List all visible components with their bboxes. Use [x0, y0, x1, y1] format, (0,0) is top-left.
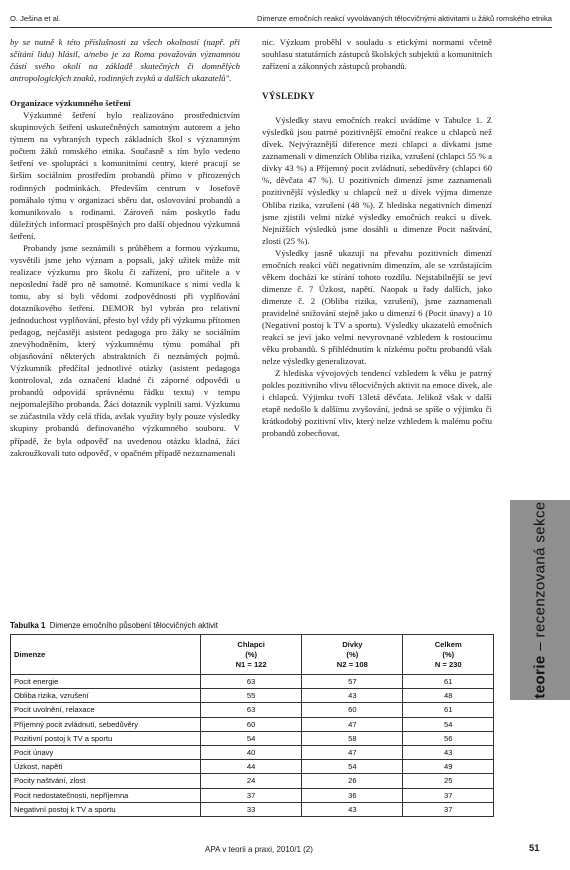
header-dimenze: Dimenze: [11, 635, 201, 675]
table-caption-label: Tabulka 1: [10, 621, 46, 630]
table-row: [11, 731, 494, 745]
cell-dimension: Obliba rizika, vzrušení: [11, 689, 201, 703]
cell-girls: 26: [302, 774, 403, 788]
cell-dimension: Pocity naštvání, zlost: [11, 774, 201, 788]
section-side-tab: [510, 500, 570, 700]
header-chlapci-unit: (%): [245, 649, 258, 659]
cell-dimension: Úzkost, napětí: [11, 760, 201, 774]
table-row: [11, 745, 494, 759]
header-chlapci-n: N1 = 122: [235, 659, 267, 669]
cell-dimension: Negativní postoj k TV a sportu: [11, 802, 201, 816]
footer-journal: APA v teorii a praxi, 2010/1 (2): [205, 845, 313, 854]
left-column: [10, 36, 240, 459]
header-authors: O. Ješina et al.: [10, 14, 61, 23]
cell-boys: 24: [201, 774, 302, 788]
cell-total: 25: [403, 774, 494, 788]
header-rule: [10, 27, 552, 28]
side-tab-dash: –: [531, 637, 549, 656]
italic-intro-paragraph: by se nutně k této příslušnosti za všech okolností (např. při sčítání lidu) hlásil, a/nebo je za Roma považován významnou částí svého okolí na základě skutečných či domnělých antropologických znaků, rodinných zvyků a dalších ukazatelů".: [10, 37, 240, 84]
table-row: [11, 802, 494, 816]
cell-boys: 60: [201, 717, 302, 731]
cell-dimension: Pocit nedostatečnosti, nepříjemna: [11, 788, 201, 802]
header-divky: [302, 635, 403, 675]
results-paragraph: Z hlediska vývojových tendencí vzhledem k věku je patrný pokles pozitivního vlivu tělocvičných aktivit na emoce dívek, ale i chlapců. Výjimku tvoří 13letá děvčata. Jelikož však v další etapě nedošlo k dalšímu zvyšování, jedná se spíše o výjimku či krátkodobý pozitivní vliv, který nelze vzhledem k malému počtu probandů zobecňovat.: [262, 368, 492, 439]
table-row: [11, 760, 494, 774]
header-celkem: [403, 635, 494, 675]
side-tab-label: [532, 501, 549, 698]
cell-boys: 44: [201, 760, 302, 774]
results-paragraph: Výsledky jasně ukazují na převahu pozitivních dimenzí emočních reakcí vůči negativním dimenzím, ale se vzrůstajícím věkem dochází ke stírání tohoto rozdílu. Nejstabilnější se jeví dimenze č. 7 Úzkost, napětí. Naopak u řady dalších, jako dimenze č. 2 (Obliba rizika, vzrušení), jsme zaznamenali pravidelné snižování stejně jako u dimenzí 6 (Pocit únavy) a 10 (Negativní postoj k TV a sportu). Výsledky ukazatelů emočních reakcí se jeví jako velmi nevyrovnané vzhledem k rostoucímu věku probandů. S přihlédnutím k nízkému počtu probandů však nelze výsledky generalizovat.: [262, 247, 492, 367]
cell-dimension: Pozitivní postoj k TV a sportu: [11, 731, 201, 745]
section-heading-organizace: Organizace výzkumného šetření: [10, 98, 131, 109]
table-row: [11, 675, 494, 689]
table-row: [11, 774, 494, 788]
cell-boys: 33: [201, 802, 302, 816]
side-tab-word-teorie: teorie: [531, 655, 549, 699]
header-running-title: Dimenze emočních reakcí vyvolávaných tělocvičnými aktivitami u žáků romského etnika: [256, 14, 552, 23]
header-celkem-n: N = 230: [434, 659, 462, 669]
header-celkem-unit: (%): [442, 649, 455, 659]
section-heading-vysledky: VÝSLEDKY: [262, 91, 315, 102]
cell-boys: 63: [201, 703, 302, 717]
table-row: [11, 703, 494, 717]
cell-dimension: Příjemný pocit zvládnutí, sebedůvěry: [11, 717, 201, 731]
cell-boys: 37: [201, 788, 302, 802]
body-paragraph: Probandy jsme seznámili s průběhem a formou výzkumu, vysvětili jsme jeho význam a popsali, jaký užitek může mít realizace výzkumu pro školu či zařízení, pro učitele a v neposlední řadě pro ně samotné. Komunikace s nimi vedla k tomu, aby si byli vědomi zodpovědnosti při vyplňování dotazníkového šetření. DEMOR byl vybrán pro relativní jednoduchost vyplňování, přesto byl vždy při výzkumu přítomen pedagog, nejčastěji asistent pedagoga pro žáky se sociálním znevýhodněním, který výzkumnému týmu pomáhal při objasňování některých abstraktních či neznámých pojmů. Výzkumník předčítal jednotlivé otázky (asistent pedagoga kontroloval, zda označení kladné či záporné odpovědi u probandů odpovídá správnému řádku textu) v tempu nejpomalejšího probanda. Žáci dotazník vyplnili sami. Výzkumu se zúčastnila vždy celá třída, avšak využity byly pouze výsledky skupiny probandů definovaného výzkumného souboru. V případě, že byla odpověď na uvedenou otázku kladná, žáci zakroužkovali tuto odpověď, v opačném případě nezaznamenali: [10, 242, 240, 458]
table-row: [11, 689, 494, 703]
cell-total: 37: [403, 788, 494, 802]
cell-dimension: Pocit únavy: [11, 745, 201, 759]
cell-boys: 54: [201, 731, 302, 745]
cell-dimension: Pocit uvolnění, relaxace: [11, 703, 201, 717]
cell-girls: 47: [302, 717, 403, 731]
table-header-row: [11, 635, 494, 675]
cell-total: 56: [403, 731, 494, 745]
cell-girls: 60: [302, 703, 403, 717]
cell-total: 43: [403, 745, 494, 759]
cell-girls: 57: [302, 675, 403, 689]
header-divky-n: N2 = 108: [336, 659, 368, 669]
cell-boys: 40: [201, 745, 302, 759]
header-chlapci-label: Chlapci: [237, 639, 265, 649]
cell-total: 37: [403, 802, 494, 816]
table-caption-text: Dimenze emočního působení tělocvičných aktivit: [49, 621, 218, 630]
header-celkem-label: Celkem: [434, 639, 462, 649]
cell-total: 54: [403, 717, 494, 731]
table-caption: [10, 621, 218, 630]
running-header: [10, 12, 552, 26]
cell-girls: 54: [302, 760, 403, 774]
side-tab-word-recenzovana: recenzovaná sekce: [531, 501, 549, 638]
results-table: [10, 634, 494, 817]
cell-total: 49: [403, 760, 494, 774]
cell-girls: 36: [302, 788, 403, 802]
cell-girls: 58: [302, 731, 403, 745]
cell-girls: 43: [302, 802, 403, 816]
cell-total: 48: [403, 689, 494, 703]
page-number: 51: [529, 843, 540, 854]
cell-boys: 63: [201, 675, 302, 689]
results-paragraph: Výsledky stavu emočních reakcí uvádíme v Tabulce 1. Z výsledků jsou patrné pozitivnější emoční reakce u chlapců než dívek. Nejvýraznější diference mezi chlapci a dívkami jsme zaznamenali v dimenzích Obliba rizika, vzrušení (chlapci 55 % a dívky 43 %) a Příjemný pocit zvládnutí, sebedůvěry (chlapci 60 %, děvčata 47 %). U pozitivních dimenzí jsme zaznamenali pozitivnější výsledky u chlapců než u dívek výjma dimenze Obliba rizika, vzrušení (48 %). Z hlediska negativních dimenzí jsme zjistili velmi nízké výsledky emočních reakcí u dívek. Nejnižších výsledků jsme dosáhli u dimenze Pocit naštvání, zlosti (25 %).: [262, 115, 492, 246]
right-column: [262, 36, 492, 439]
cell-total: 61: [403, 675, 494, 689]
continuation-paragraph: nic. Výzkum proběhl v souladu s etickými normami včetně souhlasu statutárních zástupců školských subjektů a komunitních zařízení a zákonných zástupců probandů.: [262, 37, 492, 72]
table-row: [11, 788, 494, 802]
header-divky-unit: (%): [346, 649, 359, 659]
cell-boys: 55: [201, 689, 302, 703]
cell-total: 61: [403, 703, 494, 717]
cell-girls: 43: [302, 689, 403, 703]
header-chlapci: [201, 635, 302, 675]
header-divky-label: Dívky: [342, 639, 363, 649]
cell-dimension: Pocit energie: [11, 675, 201, 689]
cell-girls: 47: [302, 745, 403, 759]
table-row: [11, 717, 494, 731]
body-paragraph: Výzkumné šetření bylo realizováno prostřednictvím skupinových šetření uskutečněných samotným autorem a jeho týmem na vybraných typech základních škol s významným počtem žáků romského etnika. Současně s tím bylo vedeno šetření ve spolupráci s komunitními centry, které pracují se širším sociálním prostředím probandů přímo v přirozených rodinných podmínkách. Především centrum v Josefově pomáhalo týmu v organizaci sběru dat, oslovování probandů a komunikovalo s rodinami. Zároveň nám poskytlo řadu důležitých informací prospěšných pro další objednou výzkumná šetření.: [10, 110, 240, 241]
